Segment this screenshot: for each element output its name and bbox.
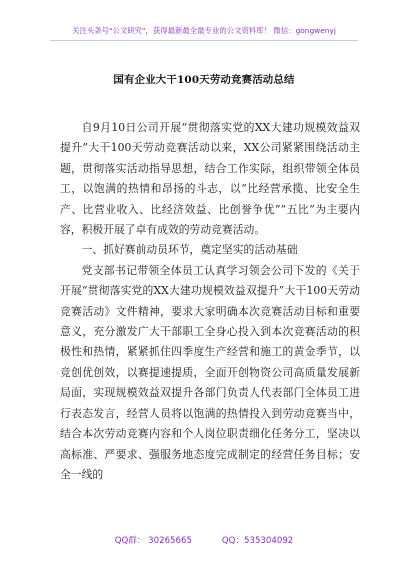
paragraph-intro: 自9月10日公司开展“贯彻落实党的XX大建功规模效益双提升”大干100天劳动竞赛活动以来，XX公司紧紧围绕活动主题，贯彻落实活动指导思想，结合工作实际，组织带领全体员工，以饱满的热情和昂扬的斗志，以“比经营承揽、比安全生产、比营业收入、比经济效益、比创誉争优”“五比”为主要内容，积极开展了卓有成效的劳动竞赛活动。 (60, 121, 360, 237)
footer-qq-number: QQ：535304092 (221, 536, 294, 546)
document-body (60, 118, 360, 485)
header-banner: 关注头条号"公文研究"，获得最新最全最专业的公文资料库！ 微信：gongwenyj (72, 26, 336, 35)
footer-contact (0, 534, 408, 546)
footer-qq-group: QQ群： 30265665 (114, 536, 192, 546)
document-title: 国有企业大干100天劳动竞赛活动总结 (113, 74, 295, 86)
header-divider (50, 40, 358, 41)
paragraph-body: 党支部书记带领全体员工认真学习领会公司下发的《关于开展“贯彻落实党的XX大建功规模效益双提升”大干100天劳动竞赛活动》文件精神，要求大家明确本次竞赛活动目标和重要意义，充分激发广大干部职工全身心投入到本次竞赛活动的积极性和热情，紧紧抓住四季度生产经营和施工的黄金季节，以竞创优创效，以赛提速提质，全面开创物资公司高质量发展新局面，实现规模效益双提升各部门负责人代表部门全体员工进行表态发言，经营人员将以饱满的热情投入到劳动竞赛当中，结合本次劳动竞赛内容和个人岗位职责细化任务分工，坚决以高标准、严要求、强服务地态度完成制定的经营任务目标；安全一线的 (60, 263, 360, 481)
section-heading: 一、抓好赛前动员环节，奠定坚实的活动基础 (81, 243, 298, 257)
